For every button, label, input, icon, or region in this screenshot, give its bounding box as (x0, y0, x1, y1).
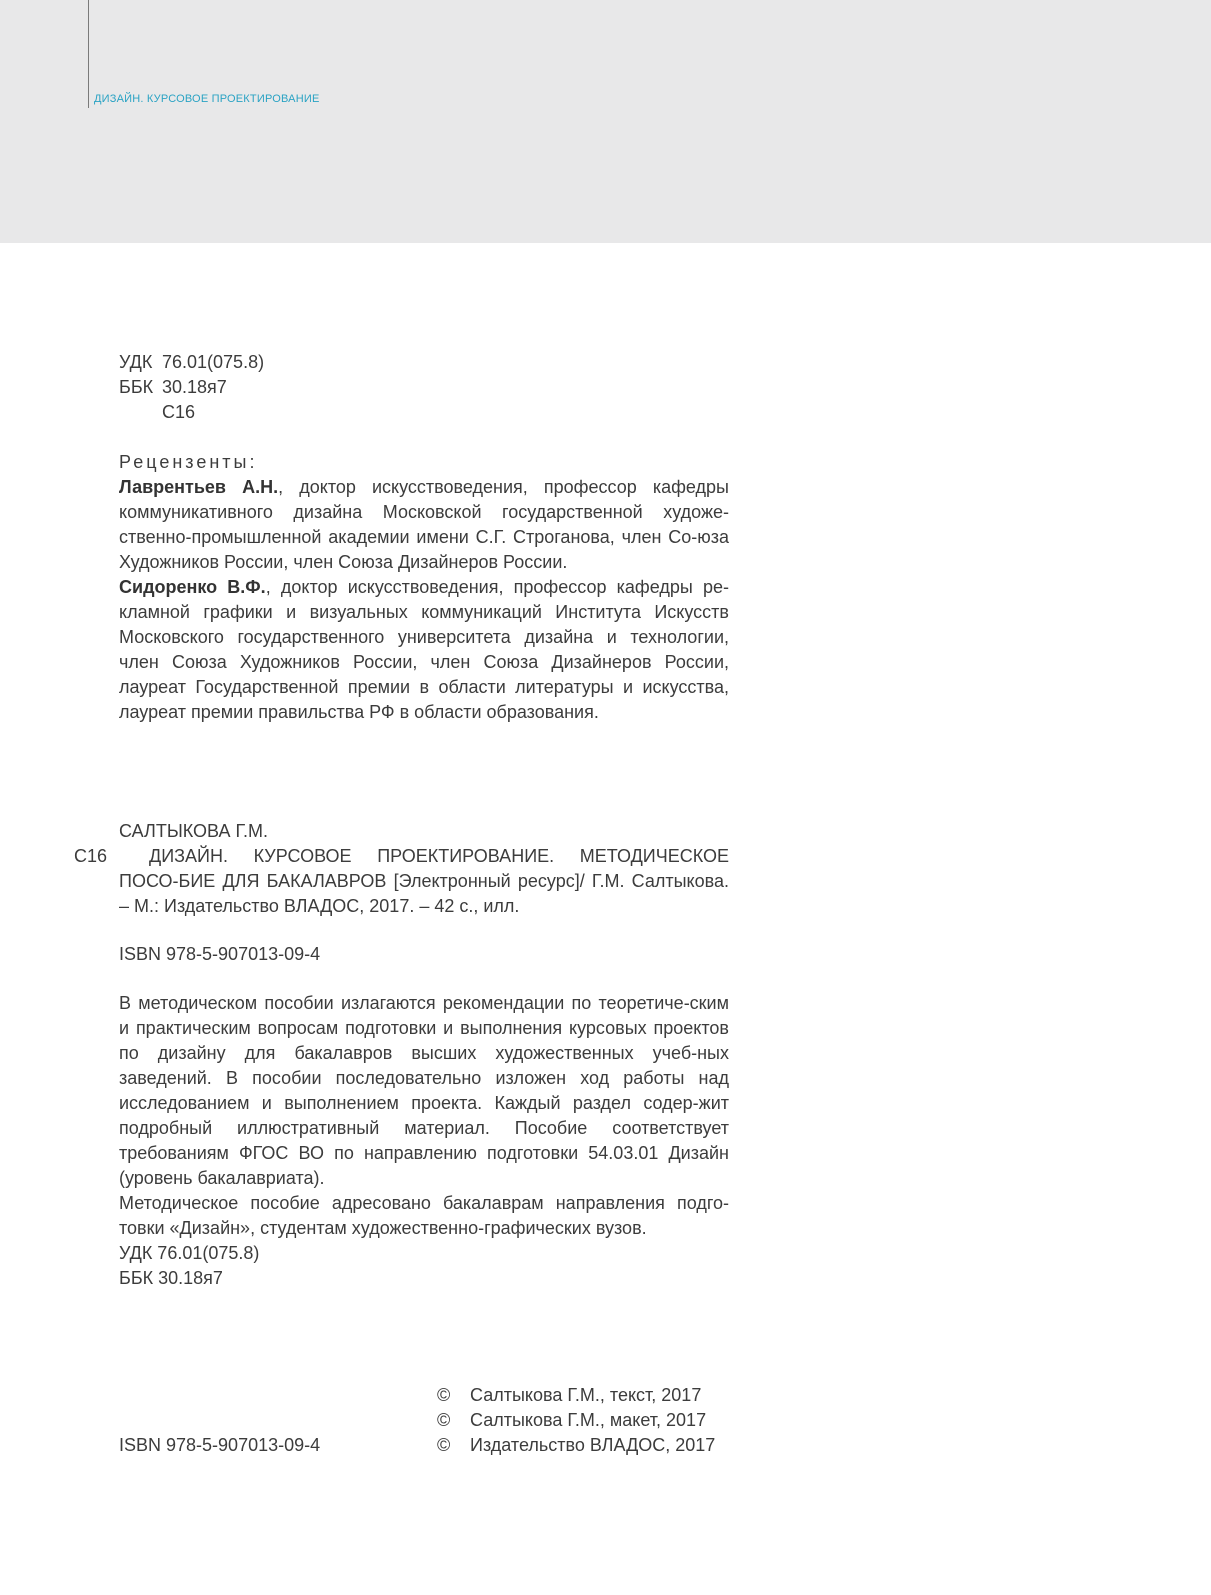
reviewer-1-text: , доктор искусствоведения, профессор кафедры коммуникативного дизайна Московской государственной художе-ственно-промышленной академии имени С.Г. Строганова, член Со-юза Художников России, член Союза Дизайнеров России. (119, 477, 729, 572)
reviewer-2-name: Сидоренко В.Ф. (119, 577, 266, 597)
copyright-symbol: © (437, 1385, 451, 1405)
annotation-udk: УДК 76.01(075.8) (119, 1243, 260, 1263)
bbk-label: ББК (119, 377, 154, 397)
book-author: САЛТЫКОВА Г.М. (119, 821, 268, 841)
copyright-symbol: © (437, 1435, 451, 1455)
copyright-symbol: © (437, 1410, 451, 1430)
running-title: ДИЗАЙН. КУРСОВОЕ ПРОЕКТИРОВАНИЕ (94, 93, 320, 105)
annotation-paragraph-2: Методическое пособие адресовано бакалаврам направления подго-товки «Дизайн», студентам художественно-графических вузов. (119, 1193, 729, 1238)
udk-value: 76.01(075.8) (162, 352, 265, 372)
copyright-text: Издательство ВЛАДОС, 2017 (470, 1435, 716, 1455)
copyright-line-1 (437, 1383, 701, 1408)
copyright-line-2 (437, 1408, 706, 1433)
annotation-bbk: ББК 30.18я7 (119, 1268, 223, 1288)
imprint-isbn: ISBN 978-5-907013-09-4 (119, 1435, 321, 1455)
bibliographic-sign: С16 (74, 846, 108, 866)
annotation (119, 991, 729, 1291)
copyright-text: Салтыкова Г.М., макет, 2017 (470, 1410, 707, 1430)
bibliographic-description (119, 844, 729, 919)
annotation-paragraph-1: В методическом пособии излагаются рекомендации по теоретиче-ским и практическим вопросам подготовки и выполнения курсовых проектов по дизайну для бакалавров высших художественных учеб-ных заведений. В пособии последовательно изложен ход работы над исследованием и выполнением проекта. Каждый раздел содер-жит подробный иллюстративный материал. Пособие соответствует требованиям ФГОС ВО по направлению подготовки 54.03.01 Дизайн (уровень бакалавриата). (119, 993, 729, 1188)
book-isbn: ISBN 978-5-907013-09-4 (119, 944, 321, 964)
reviewer-1-name: Лаврентьев А.Н. (119, 477, 279, 497)
reviewers-heading: Рецензенты: (119, 452, 258, 472)
copyright-line-3 (437, 1433, 715, 1458)
book-description: ДИЗАЙН. КУРСОВОЕ ПРОЕКТИРОВАНИЕ. МЕТОДИЧЕСКОЕ ПОСО-БИЕ ДЛЯ БАКАЛАВРОВ [Электронный ресурс]/ Г.М. Салтыкова. – М.: Издательство ВЛАДОС, 2017. – 42 с., илл. (119, 846, 729, 916)
reviewers-section (119, 450, 729, 725)
reviewer-2-text: , доктор искусствоведения, профессор кафедры ре-кламной графики и визуальных коммуникаций Института Искусств Московского государственного университета дизайна и технологии, член Союза Художников России, член Союза Дизайнеров России, лауреат Государственной премии в области литературы и искусства, лауреат премии правильства РФ в области образования. (119, 577, 729, 722)
reviewer-1 (119, 475, 729, 575)
header-vertical-rule (88, 0, 89, 108)
copyright-text: Салтыкова Г.М., текст, 2017 (470, 1385, 702, 1405)
reviewer-2 (119, 575, 729, 725)
header-band (0, 0, 1211, 243)
bbk-value: 30.18я7 (162, 377, 227, 397)
udk-label: УДК (119, 352, 153, 372)
author-sign: С16 (162, 402, 196, 422)
